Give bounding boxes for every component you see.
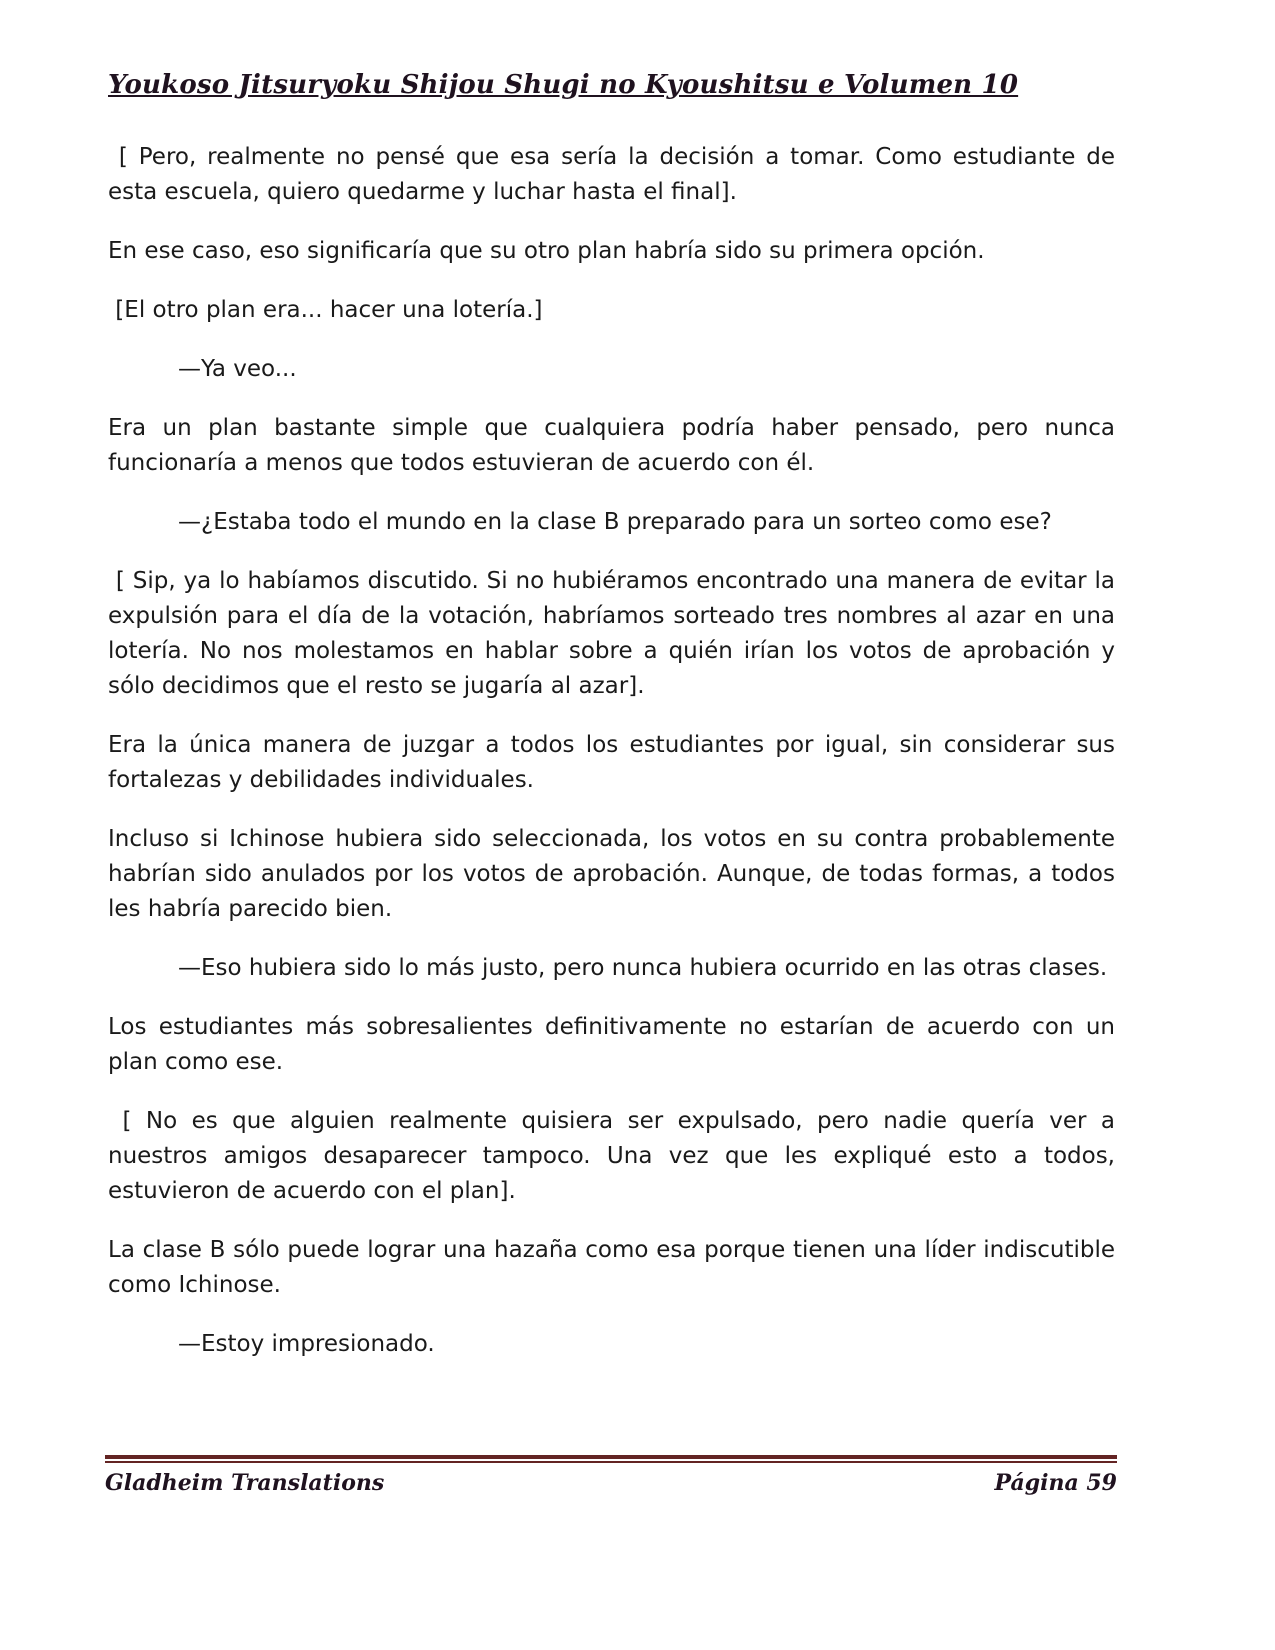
footer-row <box>105 1470 1117 1496</box>
body-paragraph: Era la única manera de juzgar a todos los estudiantes por igual, sin considerar sus fortalezas y debilidades individuales. <box>108 732 1115 793</box>
dialogue-paragraph: —Ya veo... <box>178 356 297 382</box>
body-paragraph: Incluso si Ichinose hubiera sido seleccionada, los votos en su contra probablemente habrían sido anulados por los votos de aprobación. Aunque, de todas formas, a todos les habría parecido bien. <box>108 826 1115 922</box>
body-paragraph: Era un plan bastante simple que cualquiera podría haber pensado, pero nunca funcionaría a menos que todos estuvieran de acuerdo con él. <box>108 415 1115 476</box>
footer-translator-credit: Gladheim Translations <box>105 1470 385 1496</box>
page-footer <box>105 1455 1117 1496</box>
dialogue-paragraph: —Eso hubiera sido lo más justo, pero nunca hubiera ocurrido en las otras clases. <box>178 955 1108 981</box>
footer-divider-thin <box>105 1461 1117 1463</box>
body-paragraph: [El otro plan era... hacer una lotería.] <box>108 297 543 323</box>
document-body <box>108 140 1115 1386</box>
footer-divider-thick <box>105 1455 1117 1459</box>
body-paragraph: [ Pero, realmente no pensé que esa sería la decisión a tomar. Como estudiante de esta escuela, quiero quedarme y luchar hasta el final]. <box>108 144 1115 205</box>
body-paragraph: Los estudiantes más sobresalientes definitivamente no estarían de acuerdo con un plan como ese. <box>108 1014 1115 1075</box>
dialogue-paragraph: —¿Estaba todo el mundo en la clase B preparado para un sorteo como ese? <box>178 509 1052 535</box>
dialogue-paragraph: —Estoy impresionado. <box>178 1331 435 1357</box>
body-paragraph: [ No es que alguien realmente quisiera ser expulsado, pero nadie quería ver a nuestros amigos desaparecer tampoco. Una vez que les expliqué esto a todos, estuvieron de acuerdo con el plan]. <box>108 1108 1115 1204</box>
body-paragraph: La clase B sólo puede lograr una hazaña como esa porque tienen una líder indiscutible como Ichinose. <box>108 1237 1115 1298</box>
footer-page-number: Página 59 <box>994 1470 1117 1496</box>
body-paragraph: [ Sip, ya lo habíamos discutido. Si no hubiéramos encontrado una manera de evitar la expulsión para el día de la votación, habríamos sorteado tres nombres al azar en una lotería. No nos molestamos en hablar sobre a quién irían los votos de aprobación y sólo decidimos que el resto se jugaría al azar]. <box>108 568 1115 699</box>
header-title: Youkoso Jitsuryoku Shijou Shugi no Kyoushitsu e Volumen 10 <box>108 70 1019 100</box>
page-header <box>108 70 1115 100</box>
body-paragraph: En ese caso, eso significaría que su otro plan habría sido su primera opción. <box>108 238 985 264</box>
